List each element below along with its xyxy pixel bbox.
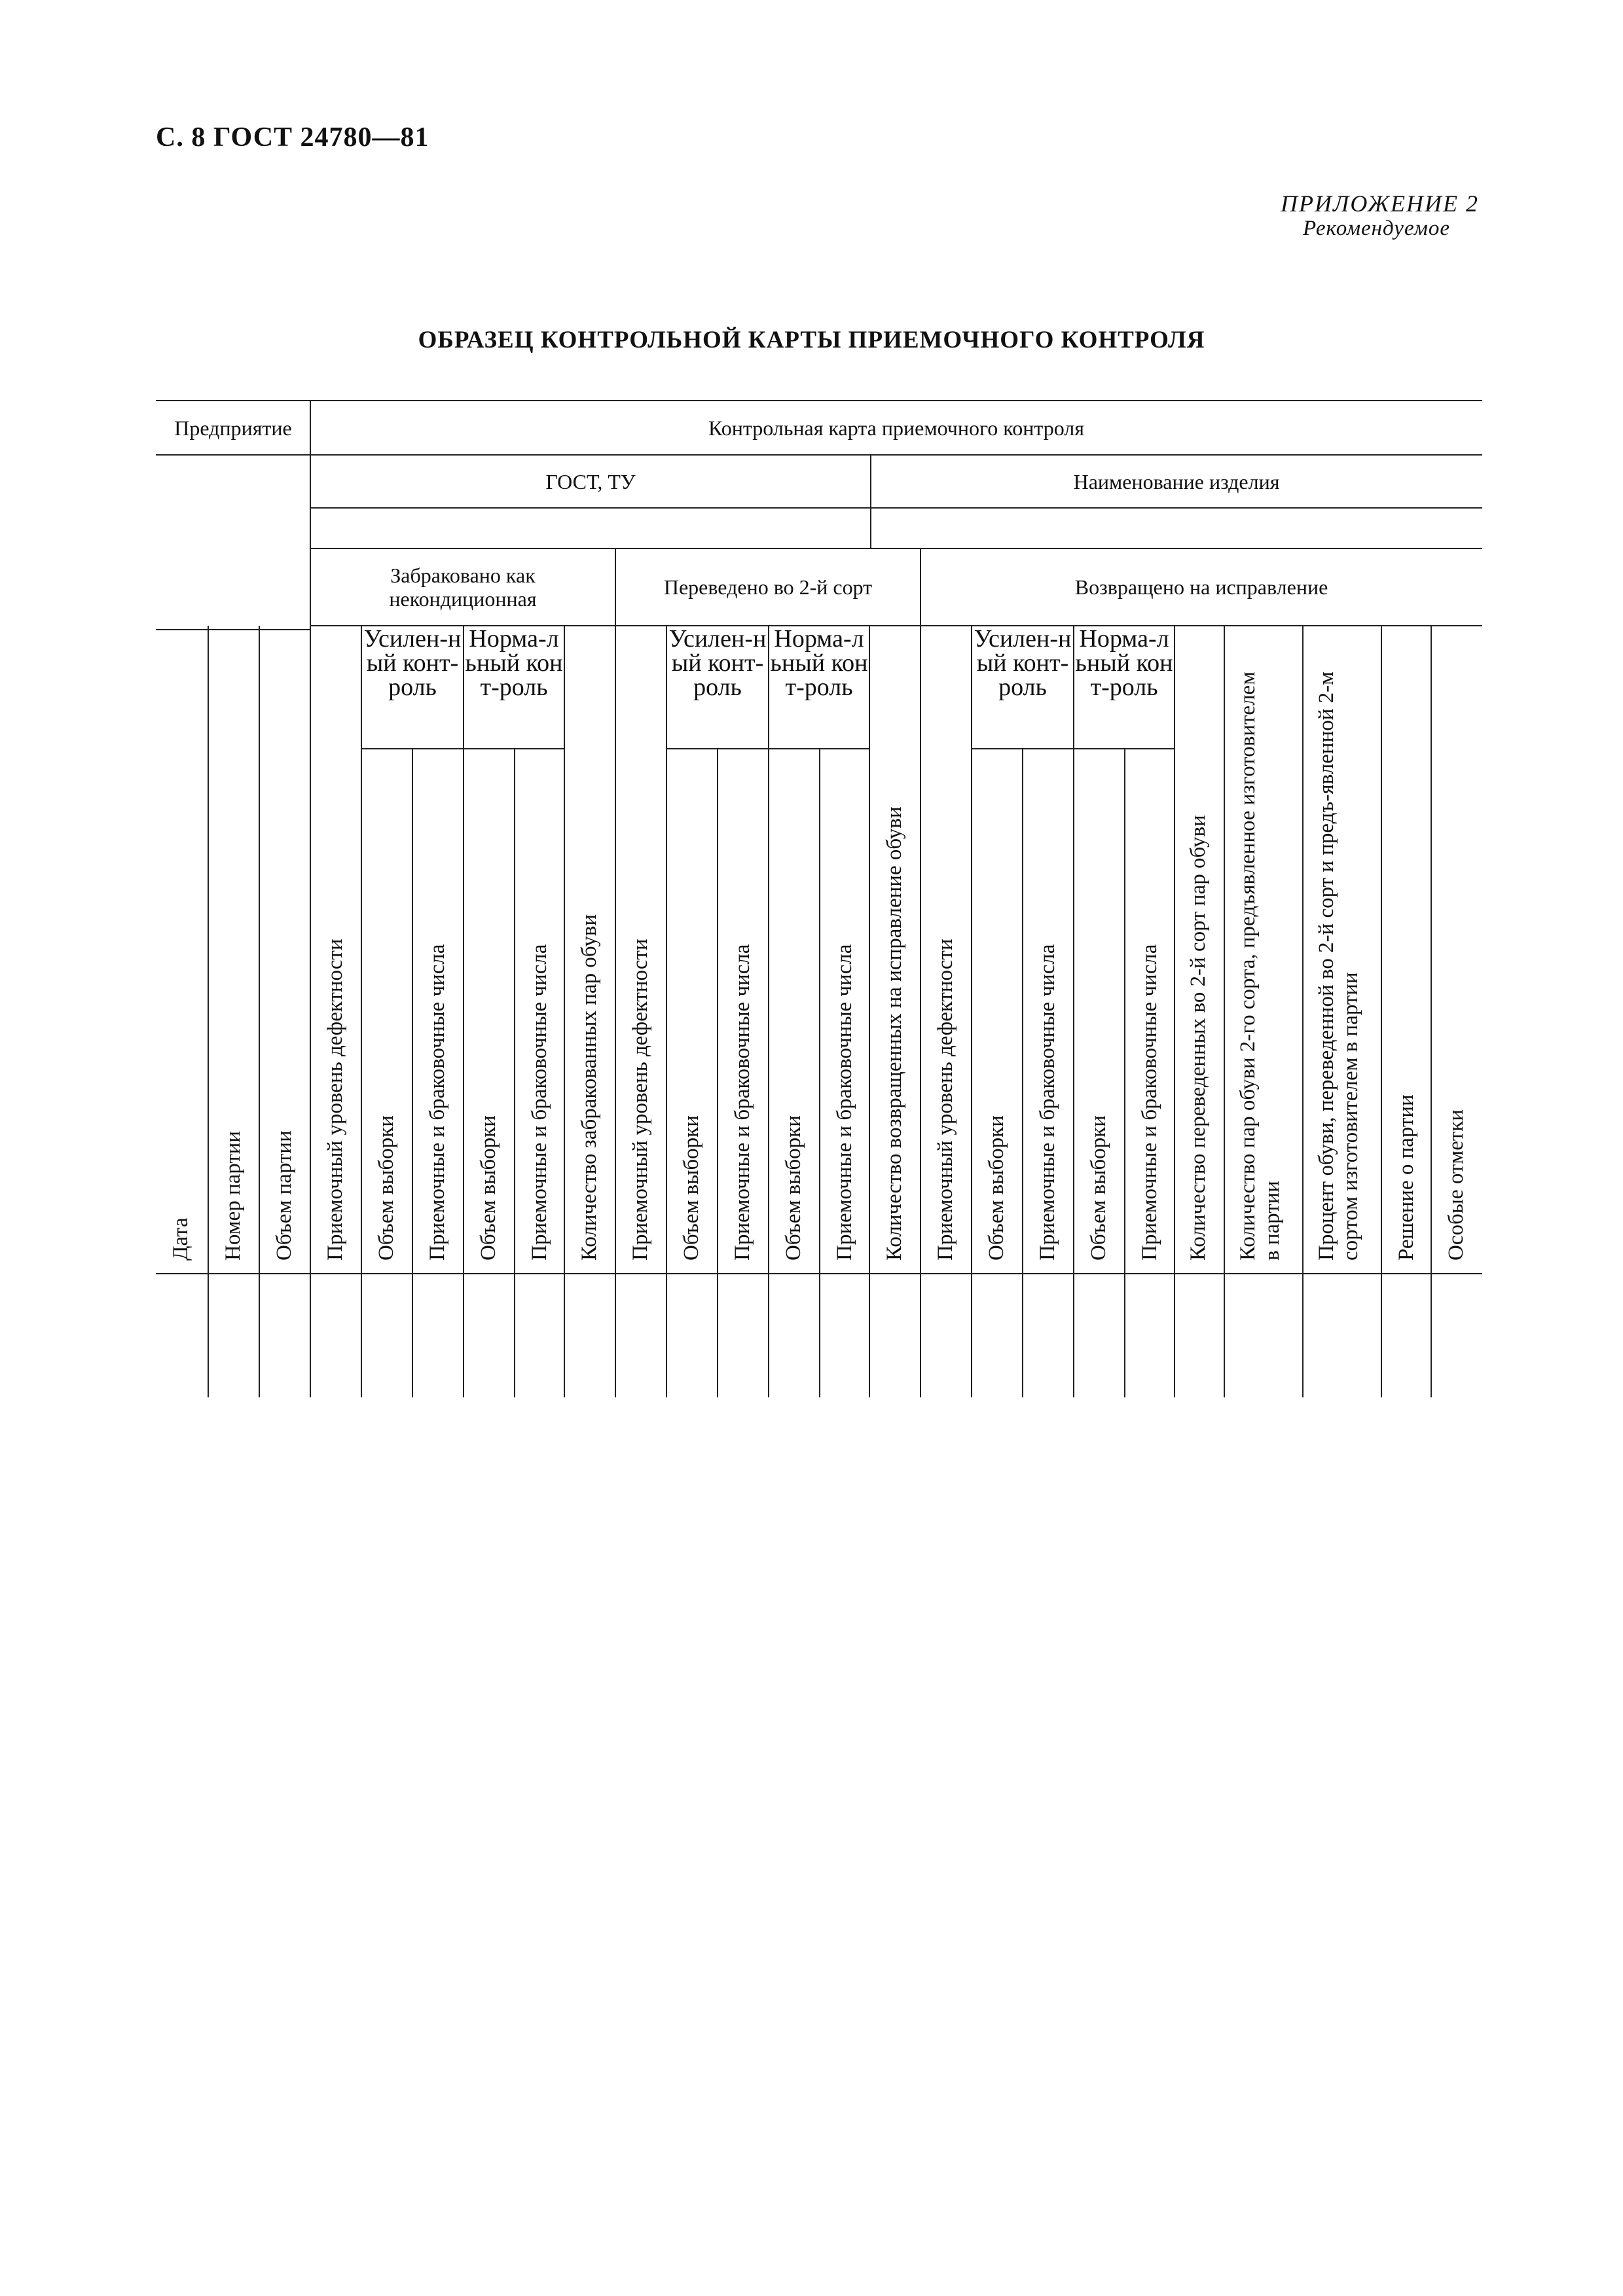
- col-sample-size: Объем выборки: [477, 1115, 500, 1261]
- group-second-grade: Переведено во 2-й сорт: [663, 575, 873, 599]
- enterprise-label: Предприятие: [174, 416, 292, 440]
- col-percent-second-grade: Процент обуви, переведенной во 2-й сорт и предъ-явленной 2-м сортом изготовителем в партии: [1315, 671, 1362, 1261]
- col-accept-reject: Приемочные и браковочные числа: [426, 944, 449, 1261]
- col-returned-pairs: Количество возвращенных на исправление обуви: [883, 806, 906, 1261]
- col-aql: Приемочный уровень дефектности: [323, 939, 347, 1261]
- col-accept-reject: Приемочные и браковочные числа: [833, 944, 856, 1261]
- tightened-control-header: Усилен-ный конт-роль: [974, 625, 1072, 701]
- normal-control-header: Норма-льный конт-роль: [465, 625, 563, 701]
- group-rejected: Забраковано как некондиционная: [389, 564, 537, 611]
- col-accept-reject: Приемочные и браковочные числа: [1036, 944, 1059, 1261]
- col-sample-size: Объем выборки: [985, 1115, 1008, 1261]
- product-name-label: Наименование изделия: [1073, 469, 1280, 493]
- col-accept-reject: Приемочные и браковочные числа: [731, 944, 754, 1261]
- document-title: ОБРАЗЕЦ КОНТРОЛЬНОЙ КАРТЫ ПРИЕМОЧНОГО КОНТРОЛЯ: [418, 327, 1205, 353]
- col-sample-size: Объем выборки: [374, 1115, 398, 1261]
- col-date: Дата: [169, 1217, 192, 1261]
- col-aql: Приемочный уровень дефектности: [629, 939, 652, 1261]
- col-batch-volume: Объем партии: [272, 1130, 296, 1261]
- gost-tu-label: ГОСТ, ТУ: [545, 469, 636, 493]
- tightened-control-header: Усилен-ный конт-роль: [363, 625, 462, 701]
- col-accept-reject: Приемочные и браковочные числа: [1138, 944, 1161, 1261]
- appendix-status: Рекомендуемое: [1302, 217, 1450, 240]
- col-sample-size: Объем выборки: [680, 1115, 703, 1261]
- page-header: С. 8 ГОСТ 24780—81: [156, 122, 429, 152]
- col-sample-size: Объем выборки: [1087, 1115, 1110, 1261]
- col-batch-number: Номер партии: [221, 1130, 245, 1261]
- appendix-number: ПРИЛОЖЕНИЕ 2: [1281, 190, 1479, 217]
- normal-control-header: Норма-льный конт-роль: [1075, 625, 1173, 701]
- card-title: Контрольная карта приемочного контроля: [708, 416, 1084, 440]
- col-transferred-pairs: Количество переведенных во 2-й сорт пар обуви: [1186, 815, 1210, 1261]
- normal-control-header: Норма-льный конт-роль: [770, 625, 868, 701]
- col-rejected-pairs: Количество забракованных пар обуви: [577, 914, 601, 1261]
- group-returned: Возвращено на исправление: [1074, 575, 1328, 599]
- col-accept-reject: Приемочные и браковочные числа: [528, 944, 551, 1261]
- col-decision: Решение о партии: [1395, 1094, 1418, 1261]
- col-second-grade-pairs: Количество пар обуви 2-го сорта, предъявленное изготовителем в партии: [1236, 671, 1284, 1261]
- tightened-control-header: Усилен-ный конт-роль: [668, 625, 767, 701]
- col-notes: Особые отметки: [1444, 1109, 1468, 1261]
- col-aql: Приемочный уровень дефектности: [934, 939, 957, 1261]
- col-sample-size: Объем выборки: [782, 1115, 805, 1261]
